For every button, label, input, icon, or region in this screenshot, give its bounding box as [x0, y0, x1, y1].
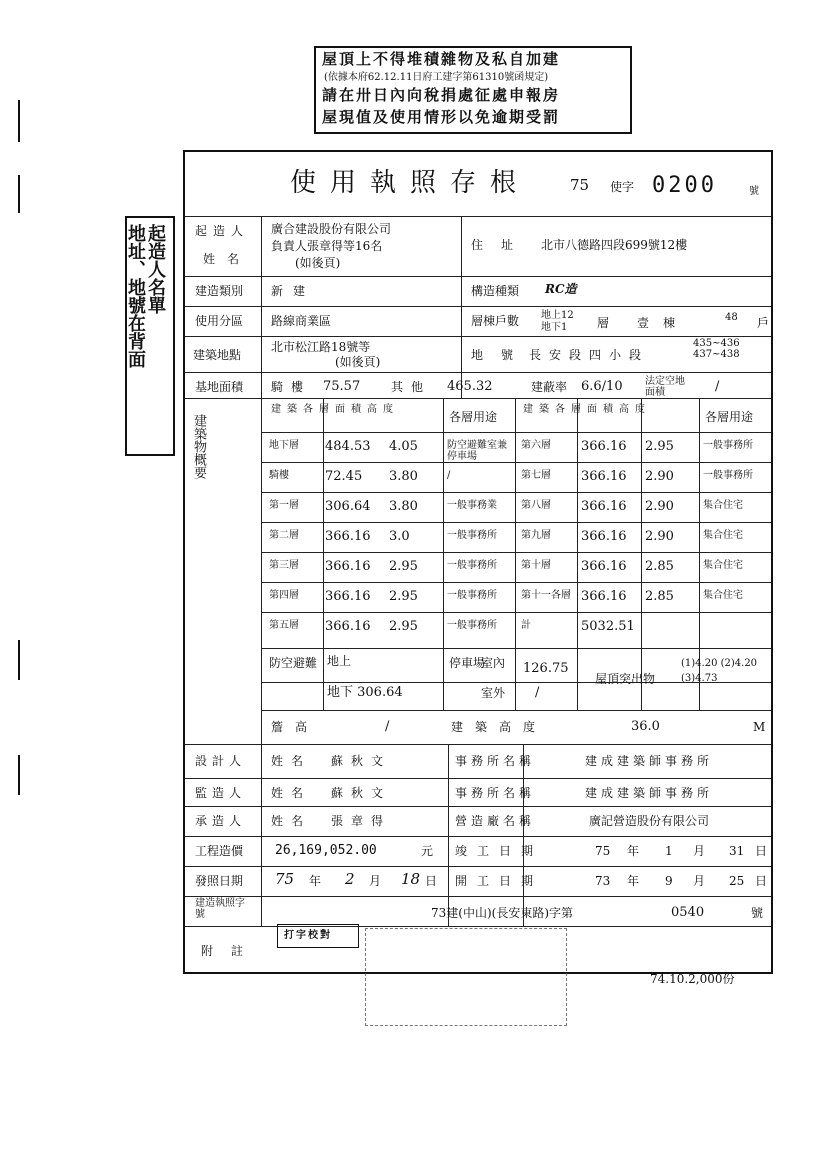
building-height: 36.0 — [631, 719, 660, 734]
label-issue-date: 發照日期 — [195, 874, 244, 888]
label-start-date: 開工日期 — [455, 874, 544, 888]
start-year-unit: 年 — [627, 874, 640, 888]
building-count: 壹棟 — [637, 316, 690, 330]
notice-line1: 屋頂上不得堆積雜物及私自加建 — [322, 50, 561, 68]
floor-name: 第三層 — [269, 560, 299, 571]
contractor-company: 廣記營造股份有限公司 — [589, 814, 710, 828]
supervisor-name: 蘇秋文 — [331, 786, 392, 800]
cost: 26,169,052.00 — [275, 843, 377, 858]
label-contractor-name: 姓名 — [271, 814, 312, 828]
location-line2: (如後頁) — [335, 355, 381, 369]
floor-use: 一般事務所 — [447, 620, 497, 631]
floor-area: 366.16 — [581, 559, 627, 574]
label-name: 姓名 — [203, 252, 252, 266]
builder-rep: 負責人張章得等16名 — [271, 239, 383, 253]
shelter-above: 地上 — [327, 654, 352, 668]
side-stamp-col2: 地址、地號在背面 — [125, 224, 146, 368]
floor-area: 5032.51 — [581, 619, 635, 634]
units-hu: 戶 — [757, 316, 770, 330]
floor-height: 2.95 — [389, 619, 418, 634]
floor-height: 2.90 — [645, 469, 674, 484]
side-stamp-col1: 起造人名單 — [145, 224, 166, 314]
form-title: 使用執照存根 — [290, 168, 531, 198]
zoning: 路線商業區 — [271, 314, 332, 328]
completion-day-unit: 日 — [755, 844, 768, 858]
floor-height: 4.05 — [389, 439, 418, 454]
issue-year: 75 — [275, 870, 295, 888]
label-shelter: 防空避難 — [269, 656, 318, 670]
floor-height: 2.90 — [645, 499, 674, 514]
form-word: 使字 — [610, 180, 635, 194]
form-year: 75 — [570, 176, 590, 194]
structure: RC造 — [545, 282, 577, 296]
start-day: 25 — [729, 874, 745, 888]
label-contractor: 承造人 — [195, 814, 247, 828]
label-site-area: 基地面積 — [195, 380, 244, 394]
label-completion-date: 竣工日期 — [455, 844, 544, 858]
label-designer-name: 姓名 — [271, 754, 312, 768]
location-line1: 北市松江路18號等 — [271, 340, 371, 354]
start-year: 73 — [595, 874, 611, 888]
margin-mark — [18, 640, 20, 680]
completion-year-unit: 年 — [627, 844, 640, 858]
contractor-name: 張章得 — [331, 814, 392, 828]
footer-print-info: 74.10.2,000份 — [650, 972, 735, 986]
issue-year-unit: 年 — [309, 874, 322, 888]
builder-company: 廣合建設股份有限公司 — [271, 222, 392, 236]
floor-area: 366.16 — [325, 529, 371, 544]
label-builder: 起造人 — [195, 224, 250, 238]
completion-month: 1 — [665, 844, 673, 858]
floor-area: 366.16 — [581, 499, 627, 514]
build-type: 新建 — [271, 284, 316, 298]
floor-area: 366.16 — [325, 619, 371, 634]
completion-year: 75 — [595, 844, 611, 858]
floor-name: 騎樓 — [269, 470, 289, 481]
parking-outdoor: / — [535, 685, 540, 700]
permit-number: 0540 — [671, 905, 705, 920]
floor-use: 防空避難室兼停車場 — [447, 440, 507, 462]
floor-use: 集合住宅 — [703, 560, 743, 571]
roof-values: (1)4.20 (2)4.20 (3)4.73 — [681, 658, 758, 684]
lot-text: 長安段四小段 — [529, 348, 650, 362]
floor-name: 第九層 — [521, 530, 551, 541]
floor-area: 366.16 — [581, 529, 627, 544]
floor-name: 地下層 — [269, 440, 299, 451]
cost-yuan: 元 — [421, 844, 434, 858]
eave-height: / — [385, 719, 390, 734]
label-arcade: 騎樓 — [271, 380, 312, 394]
floor-name: 第十一各層 — [521, 590, 571, 601]
label-location: 建築地點 — [193, 348, 242, 362]
floor-area: 366.16 — [581, 589, 627, 604]
floor-area: 306.64 — [325, 499, 371, 514]
label-supervisor-name: 姓名 — [271, 786, 312, 800]
floor-height: 3.80 — [389, 469, 418, 484]
floor-name: 計 — [521, 620, 531, 631]
builder-see-next: (如後頁) — [295, 256, 341, 270]
notice-line3: 請在卅日內向稅捐處征處申報房 — [322, 86, 561, 104]
floor-use: 一般事務所 — [447, 560, 497, 571]
floor-use: 一般事務業 — [447, 500, 497, 511]
floor-name: 第八層 — [521, 500, 551, 511]
proofread-stamp-text: 打字校對 — [284, 930, 332, 941]
designer-name: 蘇秋文 — [331, 754, 392, 768]
label-lot: 地號 — [471, 348, 532, 362]
label-supervisor: 監造人 — [195, 786, 247, 800]
header-item-left: 建築各層面積高度 — [271, 404, 399, 415]
proofread-stamp — [277, 924, 359, 948]
designer-office: 建成建築師事務所 — [585, 754, 714, 768]
label-permit-no: 建造執照字號 — [195, 898, 245, 920]
notice-line2: (依據本府62.12.11日府工建字第61310號函規定) — [324, 72, 549, 83]
label-roof-protrusion: 屋頂突出物 — [595, 672, 656, 686]
issue-day: 18 — [401, 870, 421, 888]
floor-area: 484.53 — [325, 439, 371, 454]
start-month: 9 — [665, 874, 673, 888]
supervisor-office: 建成建築師事務所 — [585, 786, 714, 800]
floor-height: 3.0 — [389, 529, 410, 544]
floor-use: 集合住宅 — [703, 500, 743, 511]
label-zoning: 使用分區 — [195, 314, 244, 328]
floors-ceng: 層 — [597, 316, 610, 330]
completion-day: 31 — [729, 844, 745, 858]
floor-name: 第十層 — [521, 560, 551, 571]
floor-height: 2.95 — [645, 439, 674, 454]
floor-area: 366.16 — [581, 439, 627, 454]
floor-name: 第四層 — [269, 590, 299, 601]
margin-mark — [18, 175, 20, 213]
label-supervisor-office: 事務所名稱 — [455, 786, 536, 800]
floor-name: 第五層 — [269, 620, 299, 631]
notice-stamp — [314, 46, 632, 134]
permit-form — [183, 150, 773, 974]
arcade-area: 75.57 — [323, 379, 361, 394]
floor-area: 366.16 — [325, 589, 371, 604]
floor-use: 一般事務所 — [703, 470, 753, 481]
shelter-below: 地下 306.64 — [327, 685, 403, 700]
form-number: 0200 — [652, 173, 717, 198]
floor-use: / — [447, 470, 451, 481]
floor-name: 第二層 — [269, 530, 299, 541]
floors-above: 地上12 — [541, 310, 574, 321]
label-coverage: 建蔽率 — [531, 380, 568, 394]
issue-month: 2 — [345, 870, 355, 888]
header-item-right: 建築各層面積高度 — [523, 404, 651, 415]
floor-height: 2.85 — [645, 559, 674, 574]
label-eave-height: 簷高 — [271, 720, 320, 734]
other-area: 465.32 — [447, 379, 493, 394]
floors-below: 地下1 — [541, 322, 568, 333]
label-build-type: 建造類別 — [195, 284, 244, 298]
issue-month-unit: 月 — [369, 874, 382, 888]
label-address: 住址 — [471, 238, 532, 252]
completion-month-unit: 月 — [693, 844, 706, 858]
header-use-left: 各層用途 — [449, 410, 498, 424]
label-cost: 工程造價 — [195, 844, 244, 858]
floor-name: 第七層 — [521, 470, 551, 481]
label-parking: 停車場 — [449, 656, 486, 670]
notice-line4: 屋現值及使用情形以免逾期受罰 — [322, 108, 561, 126]
form-hao: 號 — [749, 186, 759, 197]
floor-use: 集合住宅 — [703, 530, 743, 541]
seal-stamps-area — [365, 928, 567, 1026]
floor-use: 一般事務所 — [447, 530, 497, 541]
floor-use: 一般事務所 — [703, 440, 753, 451]
start-month-unit: 月 — [693, 874, 706, 888]
floor-name: 第一層 — [269, 500, 299, 511]
parking-indoor: 126.75 — [523, 661, 569, 676]
builder-address: 北市八德路四段699號12樓 — [541, 238, 688, 252]
floor-height: 2.85 — [645, 589, 674, 604]
label-remarks: 附註 — [201, 944, 262, 958]
open-space: / — [715, 379, 720, 394]
lot-numbers: 435~436 437~438 — [693, 338, 740, 360]
permit-prefix: 73建(中山)(長安東路)字第 — [431, 906, 573, 920]
floor-height: 3.80 — [389, 499, 418, 514]
floor-use: 一般事務所 — [447, 590, 497, 601]
label-other: 其他 — [391, 380, 432, 394]
floor-height: 2.95 — [389, 559, 418, 574]
building-height-unit: M — [753, 720, 766, 734]
label-structure: 構造種類 — [471, 284, 520, 298]
label-indoor: 室內 — [481, 656, 506, 670]
floor-height: 2.95 — [389, 589, 418, 604]
margin-mark — [18, 100, 20, 142]
floor-area: 366.16 — [325, 559, 371, 574]
label-floors-units: 層棟戶數 — [471, 314, 520, 328]
header-use-right: 各層用途 — [705, 410, 754, 424]
floor-area: 366.16 — [581, 469, 627, 484]
permit-hao: 號 — [751, 906, 764, 920]
label-outdoor: 室外 — [481, 686, 506, 700]
label-open-space: 法定空地面積 — [645, 376, 685, 398]
label-building-overview: 建築物概要 — [191, 414, 206, 479]
margin-mark — [18, 755, 20, 795]
units: 48 — [725, 312, 738, 323]
label-building-height: 建築高度 — [451, 720, 548, 734]
floor-height: 2.90 — [645, 529, 674, 544]
floor-name: 第六層 — [521, 440, 551, 451]
label-designer: 設計人 — [195, 754, 247, 768]
label-contractor-company: 營造廠名稱 — [455, 814, 536, 828]
floor-area: 72.45 — [325, 469, 363, 484]
label-designer-office: 事務所名稱 — [455, 754, 536, 768]
start-day-unit: 日 — [755, 874, 768, 888]
issue-day-unit: 日 — [425, 874, 438, 888]
coverage: 6.6/10 — [581, 379, 623, 394]
floor-use: 集合住宅 — [703, 590, 743, 601]
